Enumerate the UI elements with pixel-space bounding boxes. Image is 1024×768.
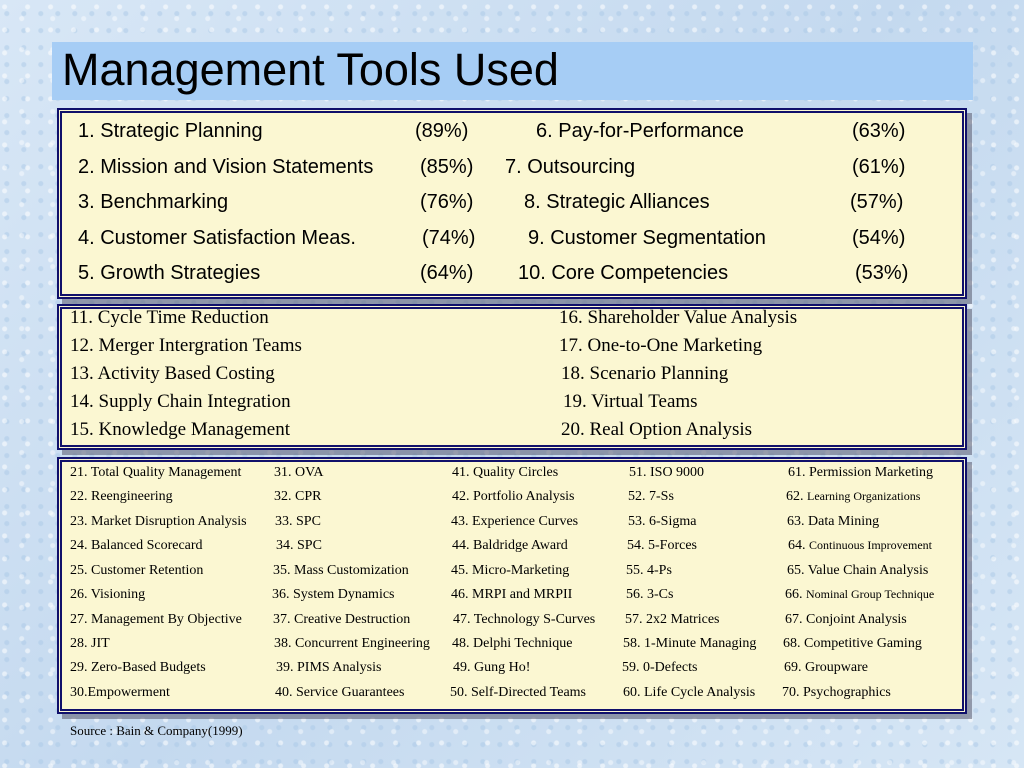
tool-label: Psychographics [803, 685, 891, 700]
tool-label: Value Chain Analysis [807, 563, 929, 578]
other-tool-item: 40. Service Guarantees [275, 685, 405, 700]
mid-tool-item: 16. Shareholder Value Analysis [559, 307, 798, 328]
other-tool-item: 30.Empowerment [70, 685, 170, 700]
tool-number: 64. [788, 538, 809, 553]
tool-label: Data Mining [808, 514, 880, 529]
other-tool-item: 54. 5-Forces [627, 538, 697, 553]
tool-label: Conjoint Analysis [806, 612, 907, 627]
other-tool-item: 43. Experience Curves [451, 514, 579, 529]
top-tool-percent: (57%) [850, 191, 904, 213]
other-tool-item: 38. Concurrent Engineering [274, 636, 430, 651]
other-tool-item: 47. Technology S-Curves [453, 612, 596, 627]
tool-number: 67. [785, 612, 806, 627]
other-tool-item: 53. 6-Sigma [628, 514, 697, 529]
other-tool-item: 25. Customer Retention [70, 563, 204, 578]
tool-label: Permission Marketing [809, 465, 934, 480]
other-tool-item: 51. ISO 9000 [629, 465, 705, 480]
other-tool-item: 49. Gung Ho! [453, 660, 531, 675]
source-note: Source : Bain & Company(1999) [70, 723, 243, 738]
tool-number: 70. [782, 685, 803, 700]
other-tool-item: 57. 2x2 Matrices [625, 612, 720, 627]
top-tool-percent: (63%) [852, 120, 906, 142]
page-title: Management Tools Used [62, 44, 559, 95]
tool-label: Groupware [805, 660, 868, 675]
mid-tool-item: 18. Scenario Planning [561, 363, 729, 384]
top-tool-name: 10. Core Competencies [518, 262, 729, 284]
other-tool-item: 22. Reengineering [70, 489, 173, 504]
other-tool-item: 36. System Dynamics [272, 587, 395, 602]
tool-number: 68. [783, 636, 804, 651]
top-tool-percent: (85%) [420, 156, 474, 178]
other-tool-item: 31. OVA [274, 465, 324, 480]
other-tool-item: 24. Balanced Scorecard [70, 538, 203, 553]
top-tool-name: 1. Strategic Planning [78, 120, 263, 142]
top-tool-percent: (89%) [415, 120, 469, 142]
tool-number: 61. [788, 465, 809, 480]
mid-tool-item: 19. Virtual Teams [563, 391, 698, 412]
top-tool-percent: (61%) [852, 156, 906, 178]
other-tool-item: 52. 7-Ss [628, 489, 674, 504]
top-tool-name: 7. Outsourcing [505, 156, 636, 178]
top-tool-percent: (76%) [420, 191, 474, 213]
mid-tool-item: 12. Merger Intergration Teams [70, 335, 302, 356]
mid-tool-item: 15. Knowledge Management [70, 419, 291, 440]
other-tool-item: 23. Market Disruption Analysis [70, 514, 247, 529]
mid-tool-item: 20. Real Option Analysis [561, 419, 753, 440]
other-tool-item [787, 562, 928, 579]
tool-number: 63. [787, 514, 808, 529]
top-tool-name: 9. Customer Segmentation [528, 227, 766, 249]
top-tool-percent: (53%) [855, 262, 909, 284]
other-tool-item: 21. Total Quality Management [70, 465, 242, 480]
mid-tool-item: 11. Cycle Time Reduction [70, 307, 269, 328]
other-tool-item: 46. MRPI and MRPII [451, 587, 573, 602]
other-tool-item: 29. Zero-Based Budgets [70, 660, 206, 675]
mid-tool-item: 13. Activity Based Costing [70, 363, 275, 384]
other-tool-item: 27. Management By Objective [70, 612, 242, 627]
other-tool-item: 41. Quality Circles [452, 465, 559, 480]
other-tool-item [787, 513, 879, 530]
other-tool-item [785, 586, 934, 603]
top-tool-name: 4. Customer Satisfaction Meas. [78, 227, 356, 249]
top-tool-name: 3. Benchmarking [78, 191, 229, 213]
top-tool-name: 8. Strategic Alliances [524, 191, 710, 213]
other-tool-item: 33. SPC [275, 514, 321, 529]
other-tool-item [783, 635, 922, 652]
other-tool-item: 45. Micro-Marketing [451, 563, 570, 578]
top-tool-percent: (54%) [852, 227, 906, 249]
tool-number: 66. [785, 587, 806, 602]
tool-label: Continuous Improvement [809, 538, 932, 552]
top-tool-name: 2. Mission and Vision Statements [78, 156, 374, 178]
other-tool-item: 28. JIT [70, 636, 110, 651]
other-tool-item: 35. Mass Customization [273, 563, 409, 578]
tool-number: 65. [787, 563, 808, 578]
top-tool-name: 6. Pay-for-Performance [536, 120, 744, 142]
other-tool-item: 48. Delphi Technique [452, 636, 573, 651]
other-tool-item: 59. 0-Defects [622, 660, 698, 675]
top-tool-percent: (64%) [420, 262, 474, 284]
tool-number: 69. [784, 660, 805, 675]
tool-label: Learning Organizations [807, 489, 921, 503]
tool-label: Competitive Gaming [804, 636, 922, 651]
other-tool-item: 60. Life Cycle Analysis [623, 685, 756, 700]
other-tool-item: 34. SPC [276, 538, 322, 553]
other-tool-item: 50. Self-Directed Teams [450, 685, 586, 700]
top-tool-percent: (74%) [422, 227, 476, 249]
other-tool-item: 26. Visioning [70, 587, 146, 602]
mid-tool-item: 14. Supply Chain Integration [70, 391, 291, 412]
other-tool-item [785, 611, 907, 628]
other-tool-item [788, 464, 933, 481]
other-tool-item: 32. CPR [274, 489, 322, 504]
other-tool-item: 55. 4-Ps [626, 563, 672, 578]
other-tool-item: 58. 1-Minute Managing [623, 636, 757, 651]
other-tool-item [786, 488, 920, 505]
tool-label: Nominal Group Technique [806, 587, 935, 601]
other-tool-item [784, 659, 868, 676]
tool-number: 62. [786, 489, 807, 504]
other-tool-item: 37. Creative Destruction [273, 612, 411, 627]
other-tool-item: 42. Portfolio Analysis [452, 489, 575, 504]
other-tool-item: 56. 3-Cs [626, 587, 674, 602]
top-tool-name: 5. Growth Strategies [78, 262, 261, 284]
other-tool-item: 39. PIMS Analysis [276, 660, 382, 675]
other-tool-item [782, 684, 891, 701]
other-tool-item: 44. Baldridge Award [452, 538, 568, 553]
mid-tool-item: 17. One-to-One Marketing [559, 335, 763, 356]
other-tool-item [788, 537, 932, 554]
